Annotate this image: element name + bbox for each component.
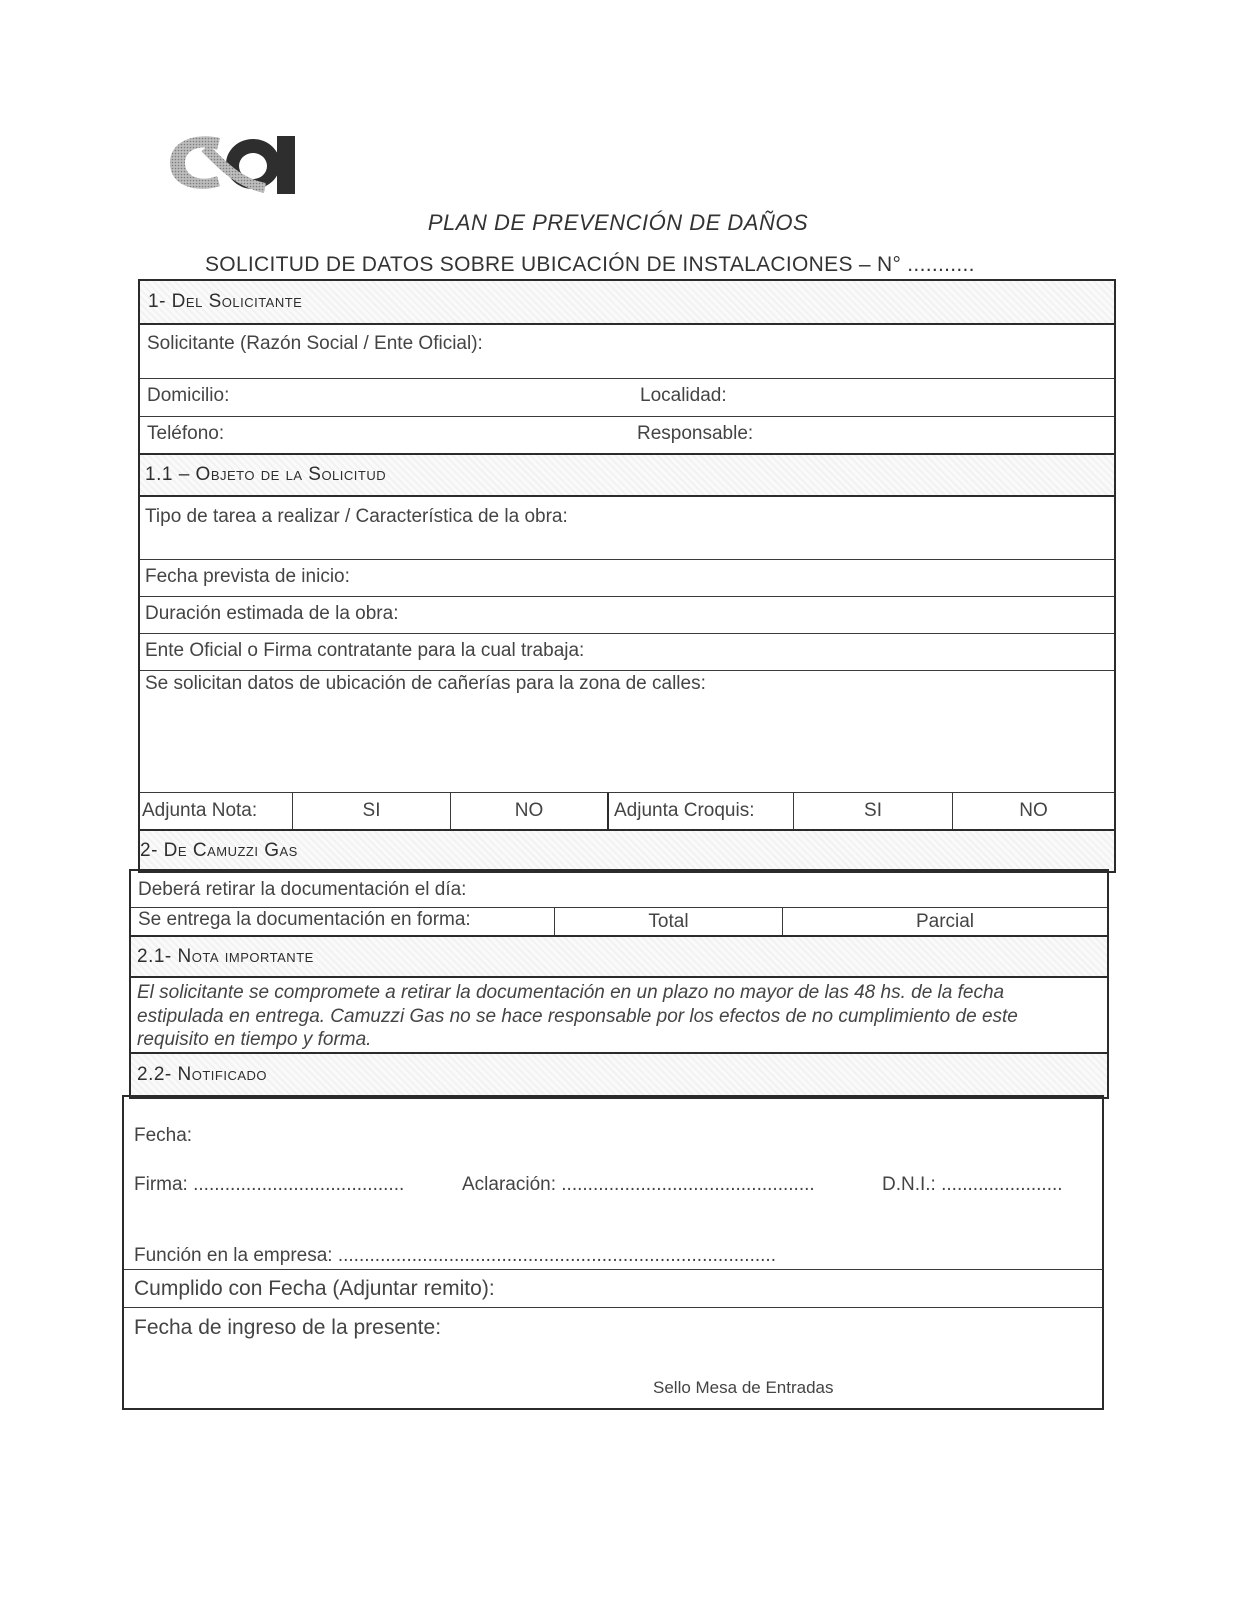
- row-ingreso: [124, 1308, 1102, 1408]
- row-ente: [140, 634, 1114, 671]
- entrega-parcial-option[interactable]: [782, 908, 1107, 935]
- si-label: SI: [362, 800, 381, 821]
- adjunta-croquis-label: Adjunta Croquis:: [614, 800, 755, 821]
- section-header-2-1: [131, 937, 1107, 978]
- row-duracion: [140, 597, 1114, 634]
- section-heading: 2.2- Notificado: [137, 1064, 268, 1085]
- zona-calles-label: Se solicitan datos de ubicación de cañerías para la zona de calles:: [145, 673, 706, 694]
- cumplido-label: Cumplido con Fecha (Adjuntar remito):: [134, 1277, 495, 1300]
- telefono-label: Teléfono:: [147, 423, 225, 444]
- no-label: NO: [514, 800, 544, 821]
- parcial-label: Parcial: [915, 910, 975, 932]
- localidad-label: Localidad:: [640, 385, 727, 406]
- adjunta-croquis-no-option[interactable]: [952, 793, 1114, 829]
- document-title: PLAN DE PREVENCIÓN DE DAÑOS: [427, 210, 809, 235]
- adjunta-croquis-cell: [607, 793, 793, 829]
- adjunta-nota-no-option[interactable]: [450, 793, 607, 829]
- row-domicilio: [140, 379, 1114, 417]
- firma-label: Firma: ........................................: [134, 1174, 405, 1195]
- adjunta-croquis-si-option[interactable]: [793, 793, 952, 829]
- si-label: SI: [864, 800, 882, 821]
- sello-label: Sello Mesa de Entradas: [653, 1378, 834, 1397]
- company-logo: [165, 128, 300, 198]
- row-zona-calles: [140, 671, 1114, 793]
- section-heading: 1.1 – Objeto de la Solicitud: [145, 464, 387, 485]
- row-solicitante: [140, 325, 1114, 379]
- row-nota-importante: [131, 978, 1107, 1054]
- ingreso-label: Fecha de ingreso de la presente:: [134, 1316, 442, 1339]
- nota-line-1: El solicitante se compromete a retirar la documentación en un plazo no mayor de las 48 hs. de la fecha: [137, 982, 1005, 1003]
- adjunta-nota-label: Adjunta Nota:: [142, 800, 258, 821]
- solicitante-label: Solicitante (Razón Social / Ente Oficial):: [147, 333, 483, 354]
- row-notificado-firma: [124, 1097, 1102, 1270]
- entrega-total-option[interactable]: [554, 908, 782, 935]
- adjunta-nota-si-option[interactable]: [292, 793, 450, 829]
- form-upper: [138, 279, 1116, 873]
- no-label: NO: [1019, 800, 1048, 821]
- fecha-label: Fecha:: [134, 1125, 193, 1146]
- row-retirar: [131, 871, 1107, 908]
- aclaracion-label: Aclaración: ................................................: [462, 1174, 815, 1195]
- form-lower: [122, 1095, 1104, 1410]
- section-header-2-2: [131, 1054, 1107, 1097]
- section-header-2: [140, 831, 1114, 871]
- row-fecha-inicio: [140, 560, 1114, 597]
- total-label: Total: [648, 910, 689, 932]
- row-tipo-tarea: [140, 497, 1114, 560]
- responsable-label: Responsable:: [637, 423, 754, 444]
- section-header-1-1: [140, 455, 1114, 497]
- fecha-inicio-label: Fecha prevista de inicio:: [145, 566, 350, 587]
- retirar-label: Deberá retirar la documentación el día:: [138, 879, 467, 900]
- tipo-tarea-label: Tipo de tarea a realizar / Característica de la obra:: [145, 506, 568, 527]
- domicilio-label: Domicilio:: [147, 385, 230, 406]
- funcion-label: Función en la empresa: ...................................................................................: [134, 1245, 776, 1266]
- entrega-label: Se entrega la documentación en forma:: [138, 909, 471, 930]
- section-heading: 1- Del Solicitante: [148, 291, 303, 312]
- row-entrega: [131, 908, 1107, 937]
- document-subtitle: SOLICITUD DE DATOS SOBRE UBICACIÓN DE INSTALACIONES – N° ...........: [205, 253, 975, 276]
- nota-line-2: estipulada en entrega. Camuzzi Gas no se hace responsable por los efectos de no cumplimiento de este: [137, 1006, 1018, 1027]
- section-heading: 2.1- Nota importante: [137, 946, 314, 967]
- dni-label: D.N.I.: .......................: [882, 1174, 1063, 1195]
- form-middle: [129, 869, 1109, 1099]
- duracion-label: Duración estimada de la obra:: [145, 603, 399, 624]
- ente-label: Ente Oficial o Firma contratante para la cual trabaja:: [145, 640, 585, 661]
- section-heading: 2- De Camuzzi Gas: [140, 840, 298, 861]
- section-header-1: [140, 281, 1114, 325]
- row-telefono: [140, 417, 1114, 455]
- row-adjuntos: [140, 793, 1114, 831]
- nota-line-3: requisito en tiempo y forma.: [137, 1029, 372, 1050]
- row-cumplido: [124, 1270, 1102, 1308]
